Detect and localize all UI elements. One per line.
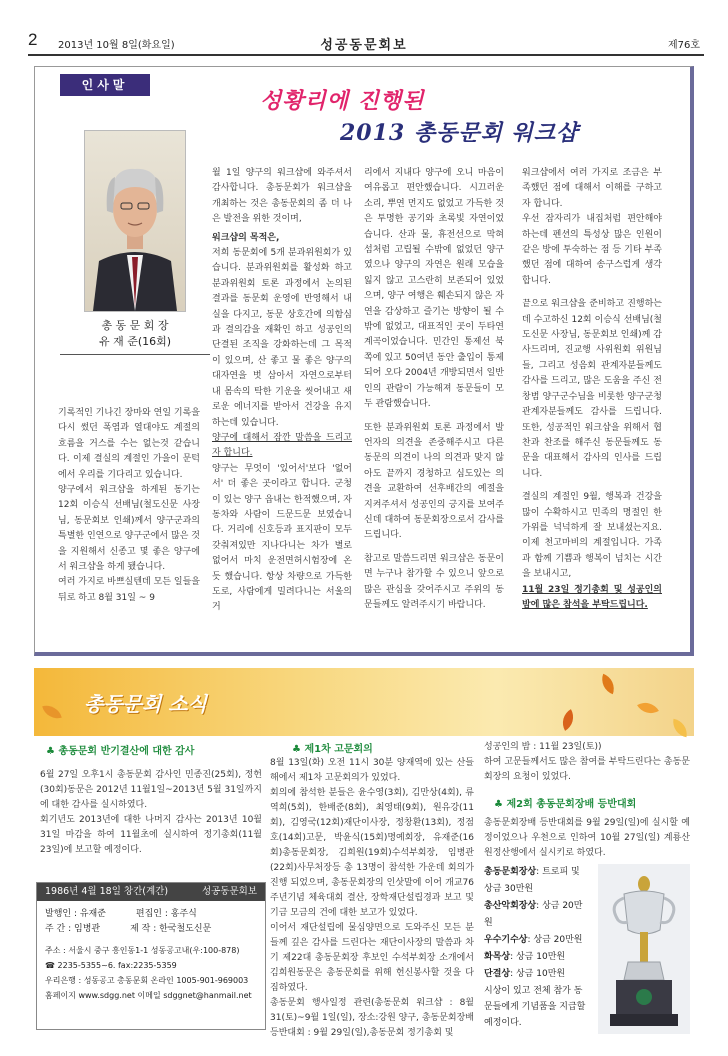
paragraph: 저희 동문회에 5개 분과위원회가 있습니다. 분과위원회를 활성화 하고 분과위원회 토론 과정에서 논의된 결과를 동문회 운영에 반영해서 내실을 다지고, 동문 상호간에 의함심과 결의감을 재확인 하고 성공인의 단결된 조직을 강화하는데 그 목적이 있으며, 산 좋고 물 좋은 양구의 대자연을 벗 삼아서 자연으로부터 내 몸속의 탁한 기운을 씻어내고 새로운 에너지를 받아서 건강을 유지하는데 있습니다. [212,248,352,428]
paragraph: 8월 13일(화) 오전 11시 30분 양재역에 있는 산들해에서 제1차 고문회의가 있었다. [270,758,474,783]
greeting-column-1 [58,406,200,606]
website: 홈페이지 www.sdgg.net 이메일 sdggnet@hanmail.net [45,991,252,1000]
paragraph: 양구에서 워크샵을 하게된 동기는 12회 이승식 선배님(철도신문 사장님, 동문회보 인쇄)께서 양구군과의 특별한 인연으로 양구군에서 많은 것을 지원해서 신종고 몇 좋은 양구에서 워크샵을 하게 됐습니다. [58,485,200,573]
portrait-illustration [85,131,185,311]
issue-number: 제76호 [667,40,700,51]
award-name: 단결상 [484,969,511,979]
paragraph: 성공인의 밤 : 11월 23일(토)) [484,742,602,752]
paragraph: 하여 고문들께서도 많은 참여를 부탁드린다는 총동문회장의 요청이 있었다. [484,757,690,782]
greeting-label: 인사말 [60,74,150,96]
award-item [484,966,590,983]
paragraph: 우선 잠자리가 내집처럼 편안해야 하는데 펜션의 특성상 많은 인원이 같은 방에 투숙하는 점 등 기타 부족했던 점에 대하여 송구스럽게 생각합니다. [522,214,662,286]
paragraph: 양구는 무엇이 '있어서'보다 '없어서' 더 좋은 곳이라고 합니다. 군청이 있는 양구 읍내는 한적했으며, 자동차와 사람이 드문드문 보였습니다. 거리에 신호등과 표지판이 모두 갖춰져있만 지나다니는 차가 별로 없어서 마치 운전면허시험장에 온 듯 했습니다. 항상 차량으로 가득한 도로, 사람에게 밀려다니는 서울의 거 [212,463,352,613]
paragraph: 리에서 지내다 양구에 오니 마음이 여유롭고 편안했습니다. 시끄러운 소리, 뿌연 먼지도 없었고 가득한 것은 투명한 공기와 초록빛 자연이었습니다. 산과 물, 휴전선으로 막혀 섬처럼 고립될 수밖에 없었던 양구였으나 양구의 자연은 원래 모습을 잃지 않고 고스란히 보존되어 있었으며, 양구 여행은 훼손되지 않은 자연을 감상하고 즐기는 방향이 될 수 밖에 없었고, 대표적인 곳이 두타연 계곡이었습니다. 민간인 통제선 북쪽에 있고 50여년 동안 출입이 통제되어 오다 2004년 개방되면서 일반인의 관람이 가능해져 동문들이 모두 관람했습니다. [364,168,504,410]
page-number: 2 [28,30,38,49]
news-column-3 [484,740,690,861]
award-name: 우수기수상 [484,935,528,945]
paragraph: 기록적인 기나긴 장마와 연일 기록을 다시 썼던 폭염과 열대야도 계절의 흐름을 거스를 수는 없는것 같습니다. 이제 결실의 계절인 가을이 문턱에서 우리를 기다리고 있습니다. [58,408,200,480]
award-name: 화목상 [484,952,511,962]
masthead-box [36,882,266,1030]
editor: 편집인 : 홍주식 [135,909,197,919]
paragraph: 월 1일 양구의 워크샵에 와주셔서 감사합니다. 총동문회가 워크샵을 개최하는 것은 총동문회의 좀 더 나은 발전을 위한 것이며, [212,168,352,225]
closing-request: 11월 23일 정기총회 및 성공인의 밤에 많은 참석을 부탁드립니다. [522,584,662,610]
award-name: 총산악회장상 [484,901,537,911]
trophy-image [598,864,690,1034]
news-audit-text [40,768,262,858]
award-name: 총동문회장상 [484,867,537,877]
award-item [484,864,590,898]
caption-name: 유 재 준(16회) [98,335,172,348]
paragraph: 끝으로 워크샵을 준비하고 진행하는데 수고하신 12회 이승식 선배님(철도신문 사장님, 동문회보 인쇄)께 감사드리며, 진교행 사위원회 위원님들, 그리고 성음회 관계자분들께도 감사를 드리고, 많은 도움을 주신 전창범 양구군수님을 비롯한 양구군청 관계자분들께도 감사를 드립니다. 또한, 성공적인 워크샵을 위해서 협찬과 찬조를 해주신 동문들께도 동문을 대표해서 감사의 인사를 드립니다. [522,299,662,479]
maker: 제 작 : 한국철도신문 [130,924,212,934]
headline-top: 성황리에 진행된 [260,88,425,114]
award-value: : 트로피 및 상금 30만원 [484,867,580,894]
president-caption [60,318,210,355]
paragraph: 결실의 계절인 9월, 행복과 건강을 많이 수확하시고 민족의 명절인 한가위를 넉넉하게 잘 보내셨는지요. 이제 천고마비의 계절입니다. 가족과 함께 기쁨과 행복이 넘치는 시간을 보내시고, [522,492,662,580]
issue-date: 2013년 10월 8일(화요일) [58,40,175,51]
subheading-underlined: 양구에 대해서 잠깐 말씀을 드리고자 합니다. [212,432,352,459]
paragraph: 회기년도 2013년에 대한 나머지 감사는 2013년 10월 31일 마감을 하여 11월초에 실시하여 정기총회(11월 23일)에 보고할 예정이다. [40,815,262,855]
award-item [484,898,590,932]
award-value: : 상금 20만원 [484,901,583,928]
paragraph: 여러 가지로 바쁘실텐데 모든 일들을 뒤로 하고 8월 31일 ~ 9 [58,577,200,603]
paragraph: 이어서 재단설립에 물심양면으로 도와주신 모든 분들께 깊은 감사를 드린다는 재단이사장의 말씀과 차기 제22대 총동문회장 후보인 수석부회장 소개에서 김희원동문은 총동문회를 위해 헌신봉사할 것을 다짐하였다. [270,923,474,993]
news-heading-audit: ♣ 총동문회 반기결산에 대한 감사 [46,746,195,757]
president-photo [84,130,186,312]
subheading: 워크샵의 목적은, [212,232,280,243]
paragraph: 참고로 말씀드리면 워크샵은 동문이면 누구나 참가할 수 있으니 앞으로 많은 관심을 갖어주시고 주위의 동문들께도 알려주시기 바랍니다. [364,553,504,610]
awards-list [484,864,590,1031]
news-advisory-text [270,756,474,1041]
trophy-icon [598,864,690,1034]
paragraph: 총동문회 행사일정 관련(총동문회 워크샵 : 8월 31(토)~9월 1일(일), 장소:강원 양구, 총동문회장배 등반대회 : 9월 29일(일),총동문회 정기총회 및 [270,998,474,1038]
paragraph: 또한 분과위원회 토론 과정에서 발언자의 의견을 존중해주시고 다른 동문의 의견이 나의 의견과 맞지 않아도 끝까지 경청하고 심도있는 의견을 교환하여 선후배간의 예절을 지켜주셔서 성공인의 긍지를 보여주신데 대하여 동문회장으로서 감사를 드립니다. [364,422,504,541]
news-title: 총동문회 소식 [84,692,207,716]
award-item [484,949,590,966]
publisher: 발행인 : 유재준 [45,909,106,919]
manager: 주 간 : 임병관 [45,924,101,934]
header-rule [28,54,704,56]
founded-date: 1986년 4월 18일 창간(계간) [45,886,169,897]
greeting-column-4 [522,166,662,613]
news-heading-advisory: ♣ 제1차 고문회의 [292,744,373,755]
bank-account: 우리은행 : 성동공고 총동문회 온라인 1005-901-969003 [45,976,249,985]
greeting-column-2 [212,166,352,616]
paper-name: 성공동문회보 [201,886,257,897]
masthead-row [37,907,265,922]
masthead-top [37,883,265,901]
masthead-row [37,922,265,937]
newspaper-title: 성공동문회보 [320,38,408,53]
awards-note: 시상이 있고 전체 참가 동문들에게 기념품을 지급할 예정이다. [484,986,586,1028]
award-item [484,932,590,949]
address: 주소 : 서울시 중구 흥인동1-1 성동공고내(우:100-878) [45,946,240,955]
paragraph: 워크샵에서 여러 가지로 조금은 부족했던 점에 대해서 이해를 구하고자 합니다. [522,168,662,209]
paragraph: 총동문회장배 등반대회를 9월 29일(일)에 실시할 예정이었으나 우천으로 인하여 10월 27일(일) 계룡산 원정산행에서 실시키로 하였다. [484,818,690,858]
telephone: ☎ 2235-5355~6. fax:2235-5359 [45,961,177,970]
headline-main: 2013 총동문회 워크샵 [340,120,579,146]
news-heading-hiking: ♣ 제2회 총동문회장배 등반대회 [494,799,637,810]
paragraph: 6월 27일 오후1시 총동문회 감사인 민종진(25회), 정헌(30회)동문은 2012년 11월1일~2013년 5월 31일까지에 대한 감사를 실시하였다. [40,770,262,810]
caption-role: 총 동 문 회 장 [101,319,169,332]
award-value: : 상금 10만원 [510,969,566,979]
paragraph: 회의에 참석한 분들은 윤수영(3회), 김만상(4회), 류역희(5회), 한배준(8회), 최영태(9회), 원유강(11회), 김영국(12회)재단이사장, 정창환(13회), 정점호(14회)고문, 박윤식(15회)명예회장, 유재준(16회)총동문회장, 김희원(19회)수석부회장, 임병관(22회)사무처장등 총 13명이 참석한 가운데 회의가 진행 되었으며, 총동문회장의 인삿말에 이어 개교76주년기념 체육대회 결산, 장학재단설립경과 보고 및 기금 모금의 건에 대한 보고가 있었다. [270,788,474,918]
award-value: : 상금 10만원 [510,952,566,962]
award-value: : 상금 20만원 [527,935,583,945]
greeting-column-3 [364,166,504,613]
